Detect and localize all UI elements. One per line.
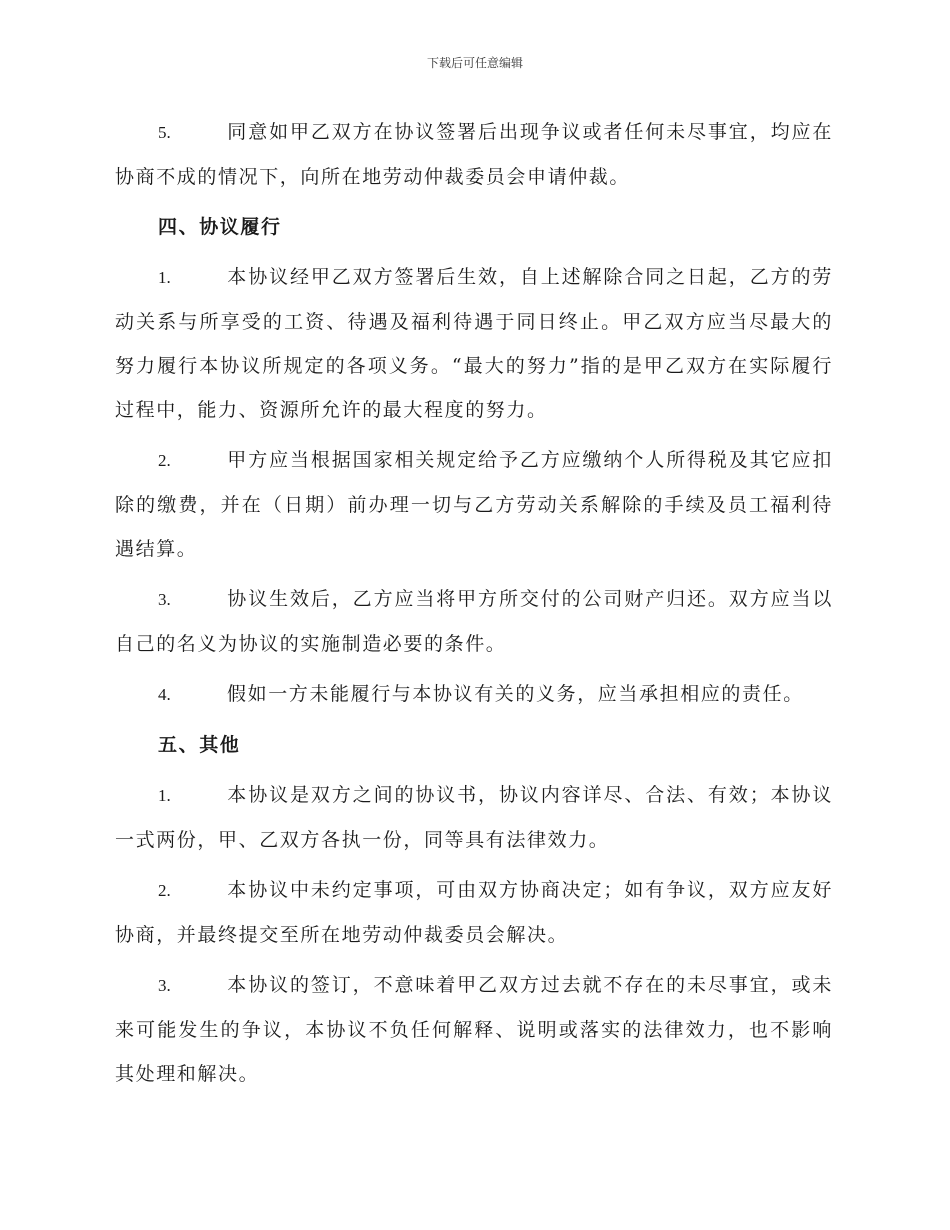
clause-4-3 (115, 577, 833, 666)
section-heading-4: 四、协议履行 (158, 216, 282, 238)
document-body (115, 110, 833, 1102)
clause-number: 5. (158, 123, 171, 142)
clause-text: 同意如甲乙双方在协议签署后出现争议或者任何未尽事宜，均应在协商不成的情况下，向所在地劳动仲裁委员会申请仲裁。 (115, 121, 833, 188)
clause-5-2 (115, 868, 833, 957)
clause-number: 3. (158, 976, 171, 995)
clause-text: 甲方应当根据国家相关规定给予乙方应缴纳个人所得税及其它应扣除的缴费，并在（日期）前办理一切与乙方劳动关系解除的手续及员工福利待遇结算。 (115, 449, 833, 560)
clause-text: 协议生效后，乙方应当将甲方所交付的公司财产归还。双方应当以自己的名义为协议的实施制造必要的条件。 (115, 588, 833, 655)
clause-number: 4. (158, 685, 171, 704)
clause-text: 假如一方未能履行与本协议有关的义务，应当承担相应的责任。 (227, 683, 804, 705)
clause-5-3 (115, 963, 833, 1096)
clause-number: 2. (158, 881, 171, 900)
clause-text: 本协议经甲乙双方签署后生效，自上述解除合同之日起，乙方的劳动关系与所享受的工资、待遇及福利待遇于同日终止。甲乙双方应当尽最大的努力履行本协议所规定的各项义务。“最大的努力”指的是甲乙双方在实际履行过程中，能力、资源所允许的最大程度的努力。 (115, 266, 833, 421)
section-heading-5: 五、其他 (158, 734, 241, 756)
clause-4-4 (115, 672, 833, 717)
clause-number: 2. (158, 451, 171, 470)
clause-number: 1. (158, 786, 171, 805)
clause-4-1 (115, 255, 833, 432)
clause-number: 1. (158, 268, 171, 287)
clause-text: 本协议中未约定事项，可由双方协商决定；如有争议，双方应友好协商，并最终提交至所在地劳动仲裁委员会解决。 (115, 879, 833, 946)
clause-5-1 (115, 773, 833, 862)
clause-3-5 (115, 110, 833, 199)
clause-4-2 (115, 438, 833, 571)
clause-number: 3. (158, 590, 171, 609)
clause-text: 本协议是双方之间的协议书，协议内容详尽、合法、有效；本协议一式两份，甲、乙双方各执一份，同等具有法律效力。 (115, 784, 833, 851)
page-header: 下载后可任意编辑 (426, 56, 523, 70)
clause-text: 本协议的签订，不意味着甲乙双方过去就不存在的未尽事宜，或未来可能发生的争议，本协议不负任何解释、说明或落实的法律效力，也不影响其处理和解决。 (115, 974, 833, 1085)
